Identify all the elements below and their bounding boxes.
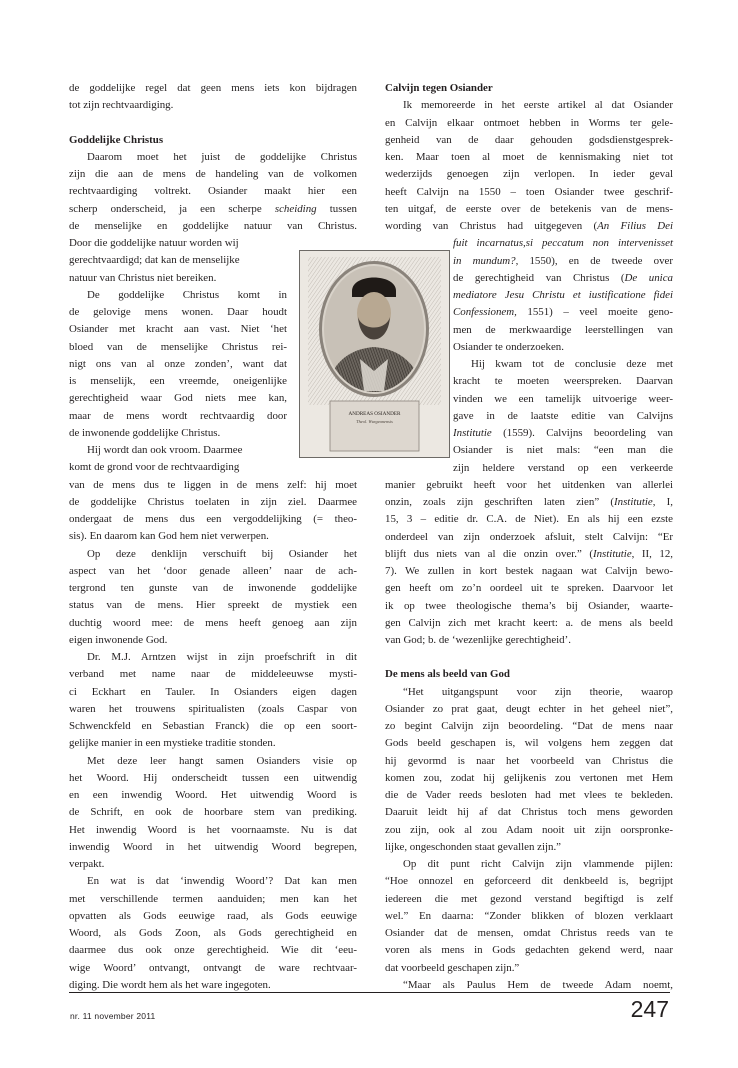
paragraph <box>69 873 357 994</box>
text-line: ken. Maar toen al moet de kennismaking niet tot <box>385 151 673 163</box>
text-line: voren als mens in Gods gedachten gekend werd, naar <box>385 944 673 957</box>
section-heading-calvijn-tegen-osiander: Calvijn tegen Osiander <box>385 82 493 94</box>
text-run: tussen <box>316 202 358 215</box>
text-line <box>453 235 673 252</box>
text-line: Op deze denklijn verschuift bij Osiander het <box>87 547 357 560</box>
text-line: hij gevormd is naar het voorbeeld van Christus die <box>385 754 673 767</box>
text-line <box>453 287 673 304</box>
italic-title: An Filius Dei <box>597 220 673 232</box>
text-run: (1559). Calvijns beoordeling van <box>491 427 673 439</box>
text-line: sis). En daarom kan God hem niet verwerpen. <box>69 530 269 543</box>
text-line: wel.” En daarna: “Zonder blikken of blozen verklaart <box>385 909 673 922</box>
text-line: zijn heldere verstand op een verkeerde <box>453 461 673 474</box>
text-line: Hij wordt dan ook vroom. Daarmee <box>87 444 243 456</box>
text-line: verpakt. <box>69 858 105 870</box>
text-run: onzin, zoals zijn geschriften laten zien” ( <box>385 496 614 508</box>
text-line: gen Calvijn zich met kracht keert: a. de mens als beeld <box>385 616 673 629</box>
italic-term: scheiding <box>274 202 317 215</box>
text-line: gave in de laatste editie van Calvijns <box>453 409 673 422</box>
text-line: En wat is dat ‘inwendig Woord’? Dat kan men <box>87 875 357 888</box>
text-line: Ik memoreerde in het eerste artikel al dat Osiander <box>403 99 673 112</box>
text-line: rechtvaardiging voltrekt. Osiander maakt hier een <box>69 185 357 198</box>
text-line: de inwonende goddelijke Christus. <box>69 426 221 439</box>
italic-title: fuit incarnatus,si peccatum non intervenisset <box>453 237 673 250</box>
text-line: opvatten als Gods eeuwige raad, als Gods eeuwige <box>69 909 357 922</box>
text-line: aspect van het ‘door genade alleen’ naar de ach- <box>69 564 357 577</box>
text-line: ten uitgaf, de eerste over de betekenis van de mens- <box>385 202 673 215</box>
text-line: iedereen die met gezond verstand begiftigd is zelf <box>385 892 673 905</box>
text-line: wederzijds genoegen zijn verlopen. In ieder geval <box>385 168 673 181</box>
text-line: Osiander te onderzoeken. <box>453 340 564 353</box>
text-line: Osiander is niet mals: “een man die <box>453 444 673 457</box>
text-line: gerechtigheid waar God niets mee kan, <box>69 392 287 405</box>
section-heading-goddelijke-christus: Goddelijke Christus <box>69 133 164 146</box>
text-line: ci Eckhart en Tauler. In Osianders eigen dagen <box>69 685 357 698</box>
italic-title: mediatore Jesu Christu et iustificatione fidei <box>453 289 673 301</box>
text-line: gerechtvaardigd; dat kan de menselijke <box>69 254 240 267</box>
text-line: Dr. M.J. Arntzen wijst in zijn proefschrift in dit <box>87 651 357 663</box>
text-line: de goddelijke Christus toelaten in zijn ziel. Daarmee <box>69 495 357 508</box>
text-line: ondergaat de mens dus een vergoddelijking (= theo- <box>69 513 357 525</box>
text-line: Door die goddelijke natuur worden wij <box>69 237 239 249</box>
text-line: de goddelijke regel dat geen mens iets kon bijdragen <box>69 82 357 94</box>
text-line: natuur van Christus niet bereiken. <box>69 271 217 284</box>
text-line: daarmee dus ook onze gerechtigheid. Wie dit ‘eeu- <box>69 944 357 957</box>
paragraph-intro <box>69 80 357 115</box>
text-line <box>385 494 673 511</box>
text-line: ik op twee theologische thema’s bij Osiander, waarte- <box>385 599 673 612</box>
text-line: De goddelijke Christus komt in <box>87 288 287 301</box>
text-line: lijke, ongeschonden staat gevallen zijn.” <box>385 840 562 853</box>
text-line <box>453 425 673 442</box>
paragraph <box>69 546 357 650</box>
paragraph <box>385 684 673 857</box>
text-run: 1550), en de tweede over <box>518 254 673 267</box>
text-line: Op dit punt richt Calvijn zijn vlammende pijlen: <box>403 858 673 870</box>
text-line: en een inwendig Woord. Het uitwendig Woord is <box>69 789 357 801</box>
caption-line-1: ANDREAS OSIANDER <box>348 411 401 417</box>
text-line: dat voorbeeld geschapen zijn.” <box>385 961 520 974</box>
text-line <box>453 304 673 321</box>
text-line: tot zijn rechtvaardiging. <box>69 99 174 112</box>
text-line: duchtig woord mee: de mens heeft genoeg aan zijn <box>69 616 357 629</box>
text-line <box>385 546 673 563</box>
page-number: 247 <box>630 996 669 1022</box>
text-line <box>385 218 673 235</box>
text-line: kracht te moeten weerspreken. Daarvan <box>453 375 673 388</box>
italic-title: Institutie <box>614 496 653 508</box>
text-line: gelijke manier in een mystieke traditie stonden. <box>69 737 276 750</box>
text-line: Met deze leer hangt samen Osianders visie op <box>87 754 357 767</box>
text-line: heeft Calvijn na 1550 – toen Osiander twee geschrif- <box>385 185 673 198</box>
text-line: Het inwendig Woord is het voornaamste. Nu is dat <box>69 823 357 836</box>
text-line: Osiander met kracht aan vast. Niet ‘het <box>69 323 287 336</box>
text-run: wording van Christus had uitgegeven ( <box>385 220 598 232</box>
footer-issue: nr. 11 november 2011 <box>70 1011 156 1021</box>
text-line: inwendig Woord in het uitwendig Woord begrepen, <box>69 840 357 853</box>
pedestal <box>330 401 419 451</box>
text-line: “Hoe onnozel en geforceerd dit denkbeeld is, begrijpt <box>385 875 673 888</box>
italic-title: Confessionem, <box>453 306 517 319</box>
text-line: Hij kwam tot de conclusie deze met <box>471 358 673 370</box>
text-line: onderdeel van zijn onderzoek afsluit, stelt Calvijn: “Er <box>385 530 673 543</box>
text-line: status van de mens. Hier spreekt de mystiek een <box>69 599 357 612</box>
text-line: zijn die aan de mens de handeling van de volkomen <box>69 168 357 180</box>
text-line: Gods beeld geschapen is, wil volgens hem zeggen dat <box>385 737 673 750</box>
text-line: vinden we een tamelijk uitvoerige weer- <box>453 392 673 405</box>
text-line: wige Woord’ ontvangt, ontvangt de ware rechtvaar- <box>69 961 357 974</box>
text-line: nigt ons van al onze zonden’, want dat <box>69 357 287 370</box>
portrait-engraving-osiander <box>299 250 450 458</box>
text-line: zo begint Calvijn zijn beoordeling. “Dat de mens naar <box>385 720 673 732</box>
text-column-left <box>69 80 357 994</box>
text-line: waren het trouwens spiritualisten (zoals Caspar von <box>69 702 357 715</box>
text-line: verband met name naar de middeleeuwse mysti- <box>69 668 357 681</box>
text-line: Schwenckfeld en Sebastian Franck) die op een soort- <box>69 720 357 732</box>
paragraph <box>385 856 673 977</box>
text-line: is menselijk, een vreemde, oneigenlijke <box>69 375 287 387</box>
text-run: 1551) – veel moeite geno- <box>516 306 673 319</box>
italic-title: Institutie <box>453 427 492 439</box>
text-line: “Maar als Paulus Hem de tweede Adam noemt, <box>403 978 673 991</box>
text-line: gen heeft om zo’n oordeel uit te spreken. Daarvoor let <box>385 582 673 595</box>
text-line: genheid van de daar gehouden godsdienstgesprek- <box>385 133 673 146</box>
text-line: de Schrift, en ook de hoorbare stem van prediking. <box>69 806 357 819</box>
text-line: met verschillende termen aanduiden; men kan het <box>69 892 357 905</box>
text-line: maar de mens wordt rechtvaardig door <box>69 409 287 422</box>
text-line: Woord, als Gods Zoon, als Gods gerechtigheid en <box>69 927 357 939</box>
text-line <box>453 253 673 270</box>
text-line: komt de grond voor de rechtvaardiging <box>69 461 240 474</box>
text-line: 7). We zullen in kort bestek nagaan wat Calvijn bewo- <box>385 565 673 577</box>
paragraph <box>69 649 357 753</box>
text-line: van de mens dus te liggen in de mens zelf: hij moet <box>69 478 357 491</box>
text-line: Daarom moet het juist de goddelijke Christus <box>87 150 357 163</box>
text-line: 15, 3 – editie dr. C.A. de Niet). En als hij een ezste <box>385 513 673 526</box>
text-line: de gelovige mens wonen. Daar houdt <box>69 306 287 318</box>
text-run: , II, 12, <box>631 547 673 560</box>
text-run: blijft dus niets van al die onzin over.” ( <box>385 547 593 560</box>
italic-title: in mundum?, <box>453 254 519 267</box>
text-line <box>69 201 357 218</box>
footer-rule <box>69 992 670 993</box>
text-line: het Woord. Hij onderscheidt tussen een uitwendig <box>69 771 357 784</box>
text-line: bloed van de menselijke Christus rei- <box>69 340 287 353</box>
text-line: eigen inwonende God. <box>69 633 168 646</box>
text-column-right <box>385 80 673 994</box>
text-line <box>453 270 673 287</box>
text-run: , I, <box>652 496 673 508</box>
text-line: manier gebruikt heeft voor het uitdenken van allerlei <box>385 478 673 491</box>
text-line: zou zijn, ook al zou Adam nooit uit zijn oorspronke- <box>385 823 673 836</box>
italic-title: Institutie <box>592 547 632 560</box>
text-line: Osiander zo prat gaat, deugt echter in het geheel niet”, <box>385 702 673 715</box>
text-line: Daaruit leidt hij af dat Christus toch mens geworden <box>385 806 673 819</box>
text-line: komen zou, zodat hij gelijkenis zou vertonen met Hem <box>385 771 673 784</box>
portrait-image <box>300 251 449 457</box>
caption-line-2: Theol. Wurgeanensis <box>356 419 393 424</box>
text-line: tergrond ten gunste van de inwonende goddelijke <box>69 582 357 594</box>
text-line: “Het uitgangspunt voor zijn theorie, waarop <box>403 685 673 698</box>
text-line: die de Vader reeds besloten had met vlees te bekleden. <box>385 789 673 801</box>
paragraph <box>69 753 357 874</box>
text-line: van God; b. de ‘wezenlijke gerechtigheid’. <box>385 634 571 646</box>
section-heading-de-mens-als-beeld-van-god: De mens als beeld van God <box>385 668 510 681</box>
text-line: men de merkwaardige leerstellingen van <box>453 323 673 336</box>
text-line: en Calvijn elkaar ontmoet hebben in Worms ter gele- <box>385 116 673 129</box>
text-run: de gerechtigheid van Christus ( <box>453 271 625 284</box>
text-line: de menselijke en goddelijke natuur van Christus. <box>69 219 357 232</box>
text-line: Osiander dat de mensen, omdat Christus reeds van te <box>385 927 673 939</box>
text-run: scherp onderscheid, ja een scherpe <box>69 202 275 215</box>
italic-title: De unica <box>624 271 673 284</box>
text-line: diging. Die wordt hem als het ware ingegoten. <box>69 978 271 991</box>
